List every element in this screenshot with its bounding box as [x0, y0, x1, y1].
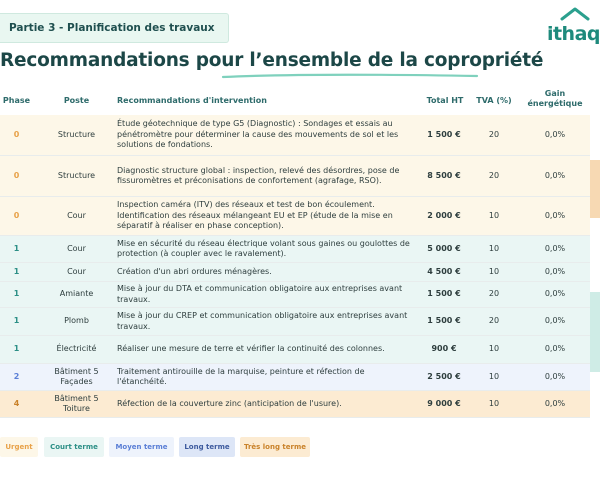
page-title: Recommandations pour l’ensemble de la copropriété — [0, 50, 544, 71]
total-cell: 2 500 € — [427, 371, 461, 381]
recommandation-cell: Mise à jour du DTA et communication obligatoire aux entreprises avant travaux. — [117, 284, 403, 304]
gain-cell: 0,0% — [544, 170, 566, 180]
gain-cell: 0,0% — [544, 289, 566, 299]
gain-cell: 0,0% — [544, 344, 566, 354]
house-roof-icon — [560, 6, 590, 22]
total-cell: 900 € — [431, 344, 457, 354]
col-phase: Phase — [2, 96, 31, 105]
poste-cell: Cour — [67, 266, 86, 276]
tva-cell: 10 — [488, 344, 500, 354]
poste-cell: Bâtiment 5 Toiture — [54, 393, 99, 413]
tva-cell: 10 — [488, 398, 500, 408]
phase-cell: 1 — [13, 289, 20, 299]
recommandation-cell: Réaliser une mesure de terre et vérifier la continuité des colonnes. — [117, 344, 385, 354]
recommandation-cell: Réfection de la couverture zinc (anticipation de l'usure). — [117, 398, 342, 408]
section-tag — [0, 13, 229, 43]
table-row — [0, 263, 590, 282]
poste-cell: Structure — [57, 170, 96, 180]
tva-cell: 10 — [488, 371, 500, 381]
poste-cell: Structure — [57, 129, 96, 139]
total-cell: 2 000 € — [427, 210, 461, 220]
phase-cell: 2 — [13, 371, 20, 381]
poste-cell: Plomb — [64, 316, 89, 326]
table-row — [0, 308, 590, 336]
tva-cell: 10 — [488, 210, 500, 220]
phase-cell: 1 — [13, 243, 20, 253]
poste-cell: Cour — [67, 243, 86, 253]
ithaq-logo — [546, 6, 600, 48]
col-tva: TVA (%) — [476, 96, 512, 105]
table-row — [0, 282, 590, 308]
phase-cell: 0 — [13, 170, 20, 180]
phase-cell: 0 — [13, 210, 20, 220]
total-cell: 4 500 € — [427, 266, 461, 276]
poste-cell: Amiante — [59, 289, 94, 299]
tva-cell: 20 — [488, 129, 500, 139]
recommandation-cell: Création d'un abri ordures ménagères. — [117, 266, 272, 276]
tva-cell: 10 — [488, 243, 500, 253]
phase-cell: 1 — [13, 316, 20, 326]
table-header — [0, 88, 600, 114]
total-cell: 1 500 € — [427, 129, 461, 139]
legend-item: Très long terme — [240, 437, 310, 457]
phase-cell: 1 — [13, 344, 20, 354]
legend-item: Urgent — [0, 437, 38, 457]
table-row — [0, 391, 590, 418]
col-poste: Poste — [63, 96, 90, 105]
recommandation-cell: Inspection caméra (ITV) des réseaux et test de bon écoulement. Identification des réseaux mélangeant EU et EP (étude de la mise en séparatif à réaliser en phase conception). — [117, 200, 393, 231]
poste-cell: Bâtiment 5 Façades — [54, 366, 99, 386]
legend-item: Moyen terme — [109, 437, 174, 457]
table-row — [0, 156, 590, 197]
tva-cell: 20 — [488, 170, 500, 180]
title-underline — [221, 72, 479, 80]
col-gain: Gain énergétique — [527, 89, 583, 108]
phase-cell: 0 — [13, 129, 20, 139]
col-recommandations: Recommandations d'intervention — [117, 96, 267, 105]
logo-text: ithaq — [546, 23, 600, 45]
total-cell: 9 000 € — [427, 398, 461, 408]
total-cell: 8 500 € — [427, 170, 461, 180]
row-accent-strip — [590, 292, 600, 372]
gain-cell: 0,0% — [544, 316, 566, 326]
gain-cell: 0,0% — [544, 266, 566, 276]
tva-cell: 10 — [488, 266, 500, 276]
tva-cell: 20 — [488, 289, 500, 299]
col-total: Total HT — [426, 96, 464, 105]
table-row — [0, 197, 590, 236]
poste-cell: Électricité — [56, 344, 97, 354]
recommandation-cell: Traitement antirouille de la marquise, peinture et réfection de l'étanchéité. — [117, 366, 365, 386]
table-row — [0, 364, 590, 391]
legend-item: Long terme — [179, 437, 235, 457]
gain-cell: 0,0% — [544, 398, 566, 408]
legend-item: Court terme — [44, 437, 104, 457]
recommandation-cell: Diagnostic structure global : inspection, relevé des désordres, pose de fissuromètres et préconisations de confortement (agrafage, RSO). — [117, 165, 400, 185]
section-label: Partie 3 - Planification des travaux — [9, 22, 215, 34]
gain-cell: 0,0% — [544, 371, 566, 381]
poste-cell: Cour — [67, 210, 86, 220]
gain-cell: 0,0% — [544, 129, 566, 139]
gain-cell: 0,0% — [544, 210, 566, 220]
row-accent-strip — [590, 160, 600, 218]
recommandation-cell: Mise à jour du CREP et communication obligatoire aux entreprises avant travaux. — [117, 311, 408, 331]
gain-cell: 0,0% — [544, 243, 566, 253]
table-row — [0, 115, 590, 156]
phase-cell: 1 — [13, 266, 20, 276]
recommandation-cell: Étude géotechnique de type G5 (Diagnostic) : Sondages et essais au pénétromètre pour déterminer la cause des mouvements de sol et les solutions de fondations. — [117, 119, 399, 150]
total-cell: 5 000 € — [427, 243, 461, 253]
tva-cell: 20 — [488, 316, 500, 326]
table-row — [0, 236, 590, 263]
recommandation-cell: Mise en sécurité du réseau électrique volant sous gaines ou goulottes de protection (à coupler avec le ravalement). — [117, 238, 410, 258]
total-cell: 1 500 € — [427, 289, 461, 299]
table-row — [0, 336, 590, 364]
phase-cell: 4 — [13, 398, 20, 408]
total-cell: 1 500 € — [427, 316, 461, 326]
